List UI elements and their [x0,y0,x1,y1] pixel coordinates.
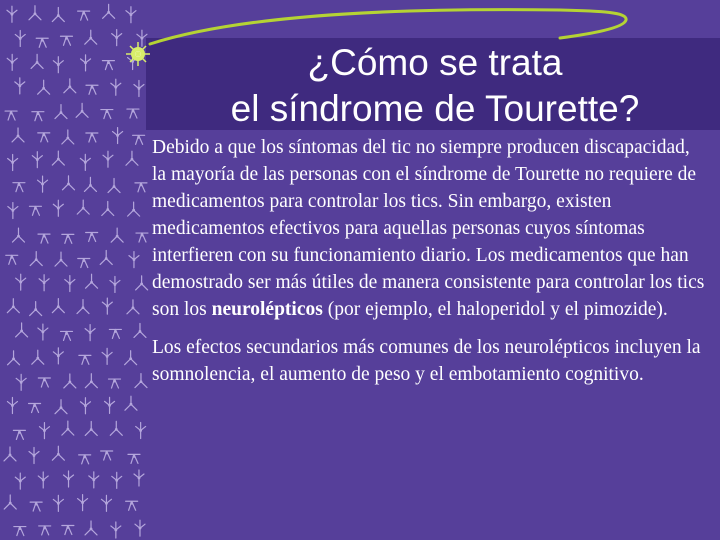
star-sparkle-icon [126,42,150,66]
slide-body [152,134,708,388]
paragraph-1 [152,134,708,323]
paragraph-1-bold-term: neurolépticos [211,299,323,320]
slide-title [150,40,720,132]
paragraph-1-text: Debido a que los síntomas del tic no siempre producen discapacidad, la mayoría de las personas con el síndrome de Tourette no requiere de medicamentos para controlar los tics. Sin embargo, existen medicamentos efectivos para aquellas personas cuyos síntomas interfieren con su funcionamiento diario. Los medicamentos que han demostrado ser más útiles de manera consistente para controlar los tics son los [152,137,705,320]
paragraph-2: Los efectos secundarios más comunes de los neurolépticos incluyen la somnolencia, el aumento de peso y el embotamiento cognitivo. [152,337,701,385]
paragraph-1-text-end: (por ejemplo, el haloperidol y el pimozide). [322,299,668,320]
title-line-1: ¿Cómo se trata [307,42,563,83]
title-line-2: el síndrome de Tourette? [230,88,640,129]
